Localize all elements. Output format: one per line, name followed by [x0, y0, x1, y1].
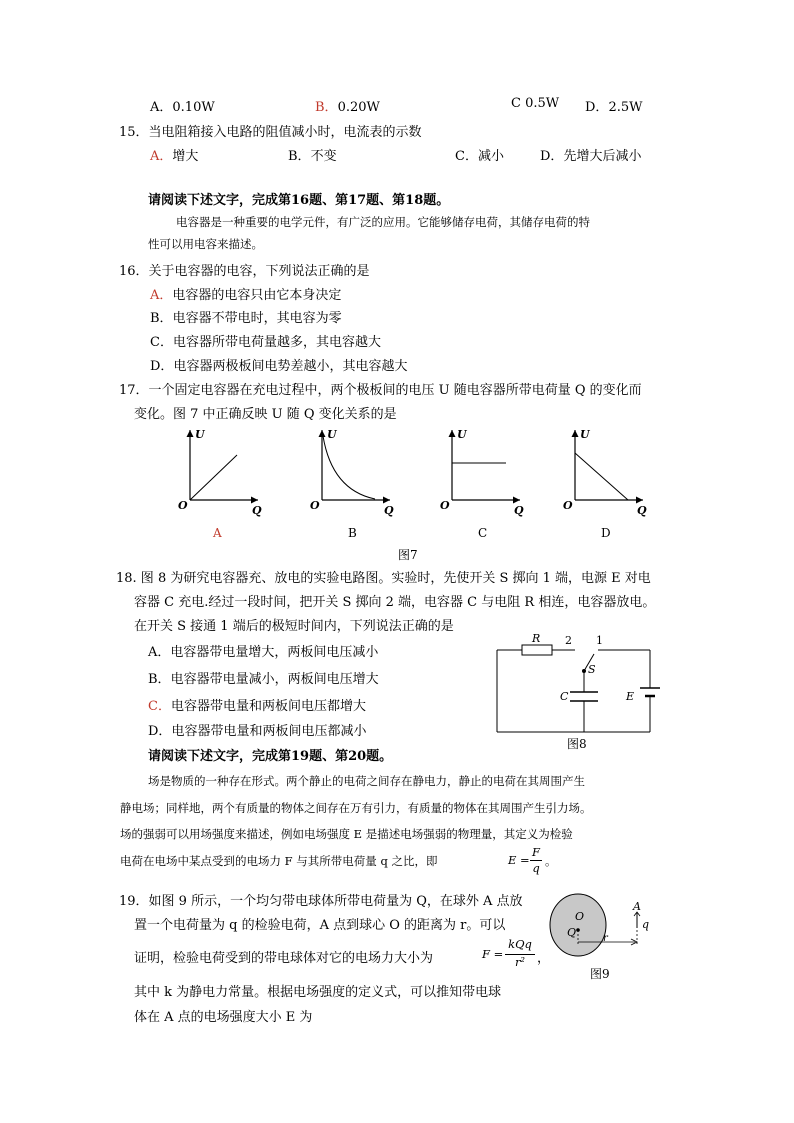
q19-line1: 19．如图 9 所示，一个均匀带电球体所带电荷量为 Q，在球外 A 点放: [119, 894, 523, 909]
q15-option-d: D．先增大后减小: [540, 149, 642, 164]
reading2-line2: 静电场；同样地，两个有质量的物体之间存在万有引力，有质量的物体在其周围产生引力场。: [120, 801, 592, 815]
q17-stem-line1: 17．一个固定电容器在充电过程中，两个极板间的电压 U 随电容器所带电荷量 Q 的变化而: [119, 383, 642, 398]
q17-stem-line2: 变化。图 7 中正确反映 U 随 Q 变化关系的是: [134, 407, 397, 422]
reading1-line2: 性可以用电容来描述。: [148, 237, 263, 251]
label-terminal-2: 2: [565, 634, 572, 647]
q19-f-lhs: F =: [482, 947, 504, 961]
figure-8-caption: 图8: [567, 737, 587, 751]
graph-b-origin: O: [310, 499, 320, 512]
q19-f-den: r²: [514, 955, 526, 969]
graph-d-origin: O: [563, 499, 573, 512]
q14-option-a: A．0.10W: [150, 100, 215, 115]
graph-d-q-label: Q: [637, 504, 647, 517]
q16-option-b: B．电容器不带电时，其电容为零: [150, 311, 342, 326]
graph-a-u-label: U: [195, 428, 205, 441]
q14-option-b: B．0.20W: [315, 100, 380, 115]
q16-option-a: A．电容器的电容只由它本身决定: [150, 288, 342, 303]
q18-option-b: B．电容器带电量减小，两板间电压增大: [148, 672, 379, 687]
reading2-line3: 场的强弱可以用场强度来描述，例如电场强度 E 是描述电场强弱的物理量，其定义为检验: [120, 827, 573, 841]
label-r-distance: r: [603, 933, 608, 944]
q15-stem: 15．当电阻箱接入电路的阻值减小时，电流表的示数: [119, 125, 422, 140]
charged-sphere: [550, 894, 606, 956]
label-q-test: q: [642, 918, 650, 931]
q18-option-d: D．电容器带电量和两板间电压都减小: [148, 724, 367, 739]
q19-line5: 体在 A 点的电场强度大小 E 为: [134, 1010, 313, 1025]
figure-9-caption: 图9: [590, 967, 610, 981]
reading1-line1: 电容器是一种重要的电学元件，有广泛的应用。它能够储存电荷，其储存电荷的特: [176, 215, 590, 229]
graph-b-u-label: U: [327, 428, 337, 441]
reading2-heading: 请阅读下述文字，完成第19题、第20题。: [148, 749, 393, 764]
reading2-line4: 电荷在电场中某点受到的电场力 F 与其所带电荷量 q 之比，即: [120, 854, 438, 868]
q18-stem-line3: 在开关 S 接通 1 端后的极短时间内，下列说法正确的是: [134, 619, 454, 634]
q18-stem-line2: 容器 C 充电.经过一段时间，把开关 S 掷向 2 端，电容器 C 与电阻 R 相连，电容器放电。: [134, 595, 656, 610]
graph-d-letter: D: [601, 526, 611, 540]
label-s: S: [588, 663, 596, 676]
graph-c-u-label: U: [457, 428, 467, 441]
q19-line2: 置一个电荷量为 q 的检验电荷，A 点到球心 O 的距离为 r。可以: [134, 918, 506, 933]
q14-option-d: D．2.5W: [585, 100, 643, 115]
label-a: A: [633, 900, 641, 913]
q15-option-a: A．增大: [150, 149, 199, 164]
figure-7-graphs: [170, 420, 670, 545]
label-e: E: [626, 690, 635, 703]
q16-option-d: D．电容器两极板间电势差越小，其电容越大: [150, 359, 408, 374]
q16-option-c: C．电容器所带电荷量越多，其电容越大: [150, 335, 381, 350]
q19-line3: 证明，检验电荷受到的带电球体对它的电场力大小为: [134, 951, 434, 966]
q18-option-c: C．电容器带电量和两板间电压都增大: [148, 699, 366, 714]
label-q-sphere: Q: [567, 926, 577, 939]
figure-7-caption: 图7: [398, 548, 418, 562]
graph-d: [563, 428, 647, 540]
label-o: O: [575, 910, 585, 923]
graph-a-letter: A: [213, 526, 222, 540]
q15-option-c: C．减小: [455, 149, 504, 164]
label-terminal-1: 1: [596, 634, 603, 647]
graph-a-origin: O: [178, 499, 188, 512]
label-r: R: [532, 632, 541, 645]
reading2-eq-lhs: E =: [508, 853, 530, 867]
graph-c-letter: C: [478, 526, 488, 540]
graph-a: [178, 428, 262, 540]
reading2-eq-end: 。: [545, 854, 557, 868]
q19-f-num: kQq: [508, 937, 532, 951]
graph-a-curve: [190, 455, 237, 500]
q14-option-c: C 0.5W: [511, 96, 560, 111]
q15-option-b: B．不变: [288, 149, 337, 164]
graph-d-curve: [575, 453, 628, 500]
reading2-line1: 场是物质的一种存在形式。两个静止的电荷之间存在静电力，静止的电荷在其周围产生: [148, 774, 585, 788]
reading2-eq-num: F: [532, 845, 540, 859]
resistor-r: [522, 645, 552, 655]
graph-c-origin: O: [440, 499, 450, 512]
figure-9-sphere: [545, 888, 665, 968]
graph-c: [440, 428, 524, 540]
graph-b-curve: [323, 436, 375, 499]
reading2-eq-den: q: [532, 861, 540, 875]
label-c: C: [560, 690, 569, 703]
graph-b-q-label: Q: [384, 504, 394, 517]
reading1-heading: 请阅读下述文字，完成第16题、第17题、第18题。: [148, 193, 450, 208]
q16-stem: 16．关于电容器的电容，下列说法正确的是: [119, 264, 370, 279]
q19-f-end: ，: [537, 951, 551, 966]
q18-stem-line1: 18. 图 8 为研究电容器充、放电的实验电路图。实验时，先使开关 S 掷向 1 端，电源 E 对电: [116, 571, 651, 586]
q18-option-a: A．电容器带电量增大，两板间电压减小: [148, 645, 379, 660]
graph-c-q-label: Q: [514, 504, 524, 517]
graph-b-letter: B: [348, 526, 357, 540]
graph-d-u-label: U: [580, 428, 590, 441]
q19-line4: 其中 k 为静电力常量。根据电场强度的定义式，可以推知带电球: [134, 985, 502, 1000]
graph-b: [310, 428, 394, 540]
graph-a-q-label: Q: [252, 504, 262, 517]
